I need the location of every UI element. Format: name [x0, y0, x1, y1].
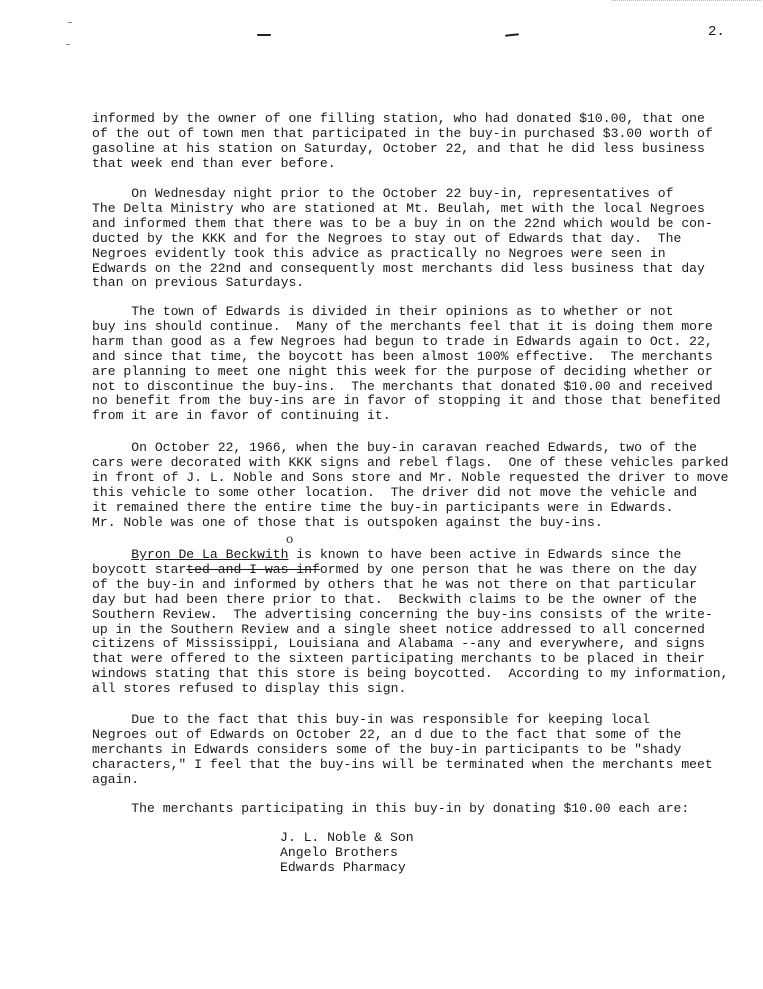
text-fragment: is known to have been active in Edwards since the: [288, 547, 682, 562]
text-line: ducted by the KKK and for the Negroes to stay out of Edwards that day. The: [92, 230, 682, 246]
text-line: gasoline at his station on Saturday, October 22, and that he did less business: [92, 140, 705, 156]
paragraph-3: [92, 304, 721, 424]
text-line: up in the Southern Review and a single sheet notice addressed to all concerned: [92, 621, 705, 637]
text-fragment: boycott star: [92, 561, 187, 577]
paragraph-5: [92, 547, 729, 697]
text-line: day but had been there prior to that. Beckwith claims to be the owner of the: [92, 591, 698, 607]
top-edge-dots: [612, 0, 762, 5]
text-line: that were offered to the sixteen participating merchants to be placed in their: [92, 651, 705, 667]
text-line: no benefit from the buy-ins are in favor of stopping it and those that benefited: [92, 393, 721, 409]
hole-punch-mark: [505, 33, 519, 36]
text-line: merchants in Edwards considers some of the buy-in participants to be "shady: [92, 741, 682, 757]
text-line: windows stating that this store is being boycotted. According to my information,: [92, 666, 729, 682]
text-line: [92, 563, 712, 578]
text-line: Edwards on the 22nd and consequently most merchants did less business that day: [92, 260, 705, 276]
paragraph-4: [92, 440, 729, 530]
text-line: The Delta Ministry who are stationed at Mt. Beulah, met with the local Negroes: [92, 200, 705, 216]
underlined-name: Byron De La Beckwith: [131, 547, 289, 562]
merchant-list: [280, 830, 414, 875]
text-line: buy ins should continue. Many of the merchants feel that it is doing them more: [92, 318, 713, 334]
margin-speck: [68, 22, 72, 23]
margin-speck: [66, 44, 70, 45]
text-line: On Wednesday night prior to the October 22 buy-in, representatives of: [92, 186, 674, 201]
text-line: are planning to meet one night this week for the purpose of deciding whether or: [92, 363, 713, 379]
text-line: not to discontinue the buy-ins. The merchants that donated $10.00 and received: [92, 378, 713, 394]
page-number: 2.: [708, 24, 725, 40]
paragraph-6: [92, 713, 712, 788]
text-line: and since that time, the boycott has been almost 100% effective. The merchants: [92, 348, 713, 364]
text-line: [92, 548, 712, 563]
list-item: J. L. Noble & Son: [280, 830, 414, 845]
text-line: Negroes evidently took this advice as practically no Negroes were seen in: [92, 245, 666, 261]
text-line: again.: [92, 771, 140, 787]
text-line: characters," I feel that the buy-ins will be terminated when the merchants meet: [92, 756, 713, 772]
text-line: from it are in favor of continuing it.: [92, 408, 391, 424]
text-line: it remained there the entire time the buy-in participants were in Edwards.: [92, 499, 674, 515]
text-line: informed by the owner of one filling station, who had donated $10.00, that one: [92, 111, 705, 126]
text-line: this vehicle to some other location. The driver did not move the vehicle and: [92, 484, 698, 500]
list-item: Angelo Brothers: [280, 845, 398, 860]
hole-punch-mark: [257, 34, 271, 36]
text-line: that week end than ever before.: [92, 155, 336, 171]
text-line: Mr. Noble was one of those that is outspoken against the buy-ins.: [92, 514, 603, 530]
struck-text: ted and I was inf: [186, 561, 320, 577]
paragraph-2: [92, 187, 712, 291]
paragraph-7: [92, 802, 712, 817]
handwritten-mark: o: [286, 532, 294, 546]
paragraph-1: [92, 112, 712, 172]
text-line: of the out of town men that participated in the buy-in purchased $3.00 worth of: [92, 125, 713, 141]
text-line: in front of J. L. Noble and Sons store and Mr. Noble requested the driver to move: [92, 469, 729, 485]
text-line: cars were decorated with KKK signs and rebel flags. One of these vehicles parked: [92, 454, 729, 470]
text-line: harm than good as a few Negroes had begun to trade in Edwards again to Oct. 22,: [92, 333, 713, 349]
text-line: The merchants participating in this buy-in by donating $10.00 each are:: [92, 801, 690, 816]
text-line: and informed them that there was to be a buy in on the 22nd which would be con-: [92, 215, 713, 231]
text-line: The town of Edwards is divided in their opinions as to whether or not: [92, 304, 674, 319]
text-line: all stores refused to display this sign.: [92, 681, 407, 697]
text-line: citizens of Mississippi, Louisiana and Alabama --any and everywhere, and signs: [92, 636, 705, 652]
text-line: Southern Review. The advertising concerning the buy-ins consists of the write-: [92, 606, 713, 622]
text-line: Negroes out of Edwards on October 22, an d due to the fact that some of the: [92, 726, 682, 742]
text-line: Due to the fact that this buy-in was responsible for keeping local: [92, 712, 650, 727]
text-line: On October 22, 1966, when the buy-in caravan reached Edwards, two of the: [92, 440, 698, 455]
list-item: Edwards Pharmacy: [280, 860, 406, 875]
text-line: of the buy-in and informed by others that he was not there on that particular: [92, 576, 698, 592]
text-fragment: ormed by one person that he was there on the day: [319, 561, 698, 577]
text-line: than on previous Saturdays.: [92, 275, 305, 291]
